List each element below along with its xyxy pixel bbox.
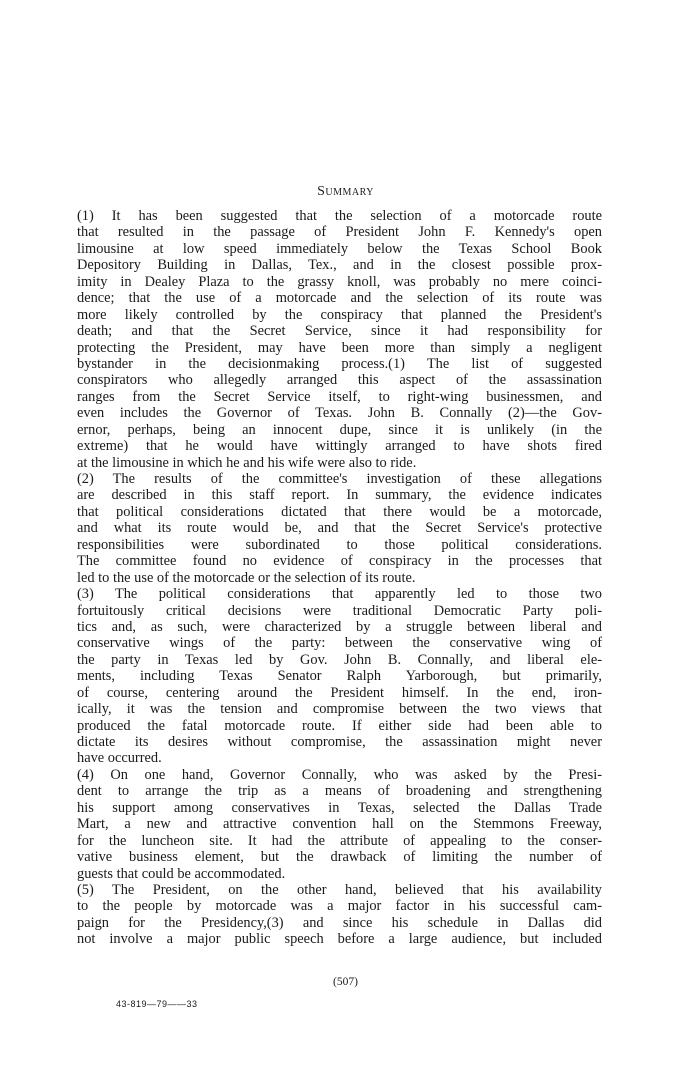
section-heading: Summary: [317, 184, 374, 199]
text-line: for the luncheon site. It had the attribute of appealing to the conser-: [77, 832, 602, 849]
text-line: his support among conservatives in Texas, selected the Dallas Trade: [77, 799, 602, 816]
text-line: and what its route would be, and that the Secret Service's protective: [77, 520, 602, 537]
text-line: more likely controlled by the conspiracy that planned the President's: [77, 306, 602, 323]
text-line: at the limousine in which he and his wife were also to ride.: [77, 454, 417, 471]
text-line: (3) The political considerations that apparently led to those two: [77, 586, 602, 603]
text-line: of course, centering around the President himself. In the end, iron-: [77, 684, 602, 701]
text-line: limousine at low speed immediately below the Texas School Book: [77, 240, 602, 257]
text-line: conservative wings of the party: between the conservative wing of: [77, 635, 602, 652]
print-code: 43-819—79——33: [116, 999, 198, 1009]
text-line: led to the use of the motorcade or the selection of its route.: [77, 569, 416, 586]
text-line: The committee found no evidence of conspiracy in the processes that: [77, 553, 602, 570]
text-line: are described in this staff report. In summary, the evidence indicates: [77, 487, 602, 504]
text-line: conspirators who allegedly arranged this aspect of the assassination: [77, 372, 602, 389]
text-line: bystander in the decisionmaking process.(1) The list of suggested: [77, 355, 602, 372]
text-line: dent to arrange the trip as a means of broadening and strengthening: [77, 783, 602, 800]
text-line: extreme) that he would have wittingly arranged to have shots fired: [77, 438, 602, 455]
text-line: imity in Dealey Plaza to the grassy knoll, was probably no mere coinci-: [77, 273, 602, 290]
text-line: guests that could be accommodated.: [77, 865, 286, 882]
text-line: (4) On one hand, Governor Connally, who was asked by the Presi-: [77, 766, 602, 783]
text-line: the party in Texas led by Gov. John B. Connally, and liberal ele-: [77, 651, 602, 668]
text-line: produced the fatal motorcade route. If either side had been able to: [77, 717, 602, 734]
body-text: [77, 208, 602, 948]
text-line: to the people by motorcade was a major factor in his successful cam-: [77, 898, 602, 915]
text-line: have occurred.: [77, 750, 162, 767]
text-line: fortuitously critical decisions were traditional Democratic Party poli-: [77, 602, 602, 619]
text-line: tics and, as such, were characterized by a struggle between liberal and: [77, 618, 602, 635]
text-line: ranges from the Secret Service itself, to right-wing businessmen, and: [77, 388, 602, 405]
text-line: Mart, a new and attractive convention hall on the Stemmons Freeway,: [77, 816, 602, 833]
text-line: responsibilities were subordinated to those political considerations.: [77, 536, 602, 553]
text-line: protecting the President, may have been more than simply a negligent: [77, 339, 602, 356]
text-line: death; and that the Secret Service, since it had responsibility for: [77, 323, 602, 340]
text-line: (1) It has been suggested that the selection of a motorcade route: [77, 208, 602, 224]
page-number: (507): [333, 976, 358, 988]
text-line: ernor, perhaps, being an innocent dupe, since it is unlikely (in the: [77, 421, 602, 438]
text-line: not involve a major public speech before a large audience, but included: [77, 931, 602, 948]
text-line: dence; that the use of a motorcade and the selection of its route was: [77, 290, 602, 307]
text-line: dictate its desires without compromise, the assassination might never: [77, 734, 602, 750]
text-line: Depository Building in Dallas, Tex., and in the closest possible prox-: [77, 257, 602, 274]
text-line: ments, including Texas Senator Ralph Yarborough, but primarily,: [77, 668, 602, 685]
text-line: paign for the Presidency,(3) and since his schedule in Dallas did: [77, 914, 602, 931]
text-line: even includes the Governor of Texas. John B. Connally (2)—the Gov-: [77, 405, 602, 422]
text-line: (5) The President, on the other hand, believed that his availability: [77, 881, 602, 898]
text-line: that resulted in the passage of President John F. Kennedy's open: [77, 224, 602, 241]
text-line: that political considerations dictated that there would be a motorcade,: [77, 503, 602, 520]
text-line: vative business element, but the drawback of limiting the number of: [77, 849, 602, 866]
text-line: ically, it was the tension and compromise between the two views that: [77, 701, 602, 718]
text-line: (2) The results of the committee's investigation of these allegations: [77, 471, 602, 487]
